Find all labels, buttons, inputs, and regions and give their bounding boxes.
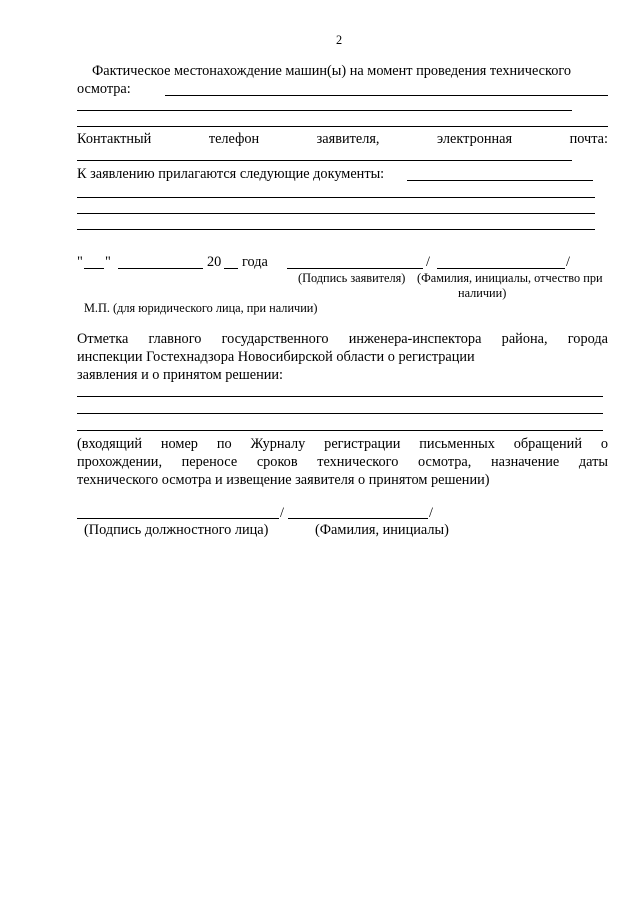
registration-caption-line1 bbox=[77, 436, 608, 452]
documents-field-line-4[interactable] bbox=[77, 229, 595, 230]
documents-label: К заявлению прилагаются следующие документы: bbox=[77, 166, 385, 182]
registration-word: даты bbox=[578, 454, 608, 470]
inspector-field-line-2[interactable] bbox=[77, 413, 603, 414]
registration-word: осмотра, bbox=[417, 454, 472, 470]
official-name-caption: (Фамилия, инициалы) bbox=[315, 522, 449, 538]
documents-field-line-1[interactable] bbox=[407, 180, 593, 181]
contact-word: электронная bbox=[437, 131, 513, 147]
year-prefix: 20 bbox=[207, 254, 222, 270]
day-close-quote: " bbox=[105, 254, 111, 270]
registration-caption-line3: технического осмотра и извещение заявителя о принятом решении) bbox=[77, 472, 490, 488]
inspector-word: города bbox=[567, 331, 608, 347]
contact-label bbox=[77, 131, 608, 147]
applicant-name-line[interactable] bbox=[437, 268, 565, 269]
official-slash-2: / bbox=[429, 505, 433, 521]
registration-word: письменных bbox=[419, 436, 495, 452]
day-field-line[interactable] bbox=[84, 268, 104, 269]
registration-word: назначение bbox=[490, 454, 560, 470]
applicant-signature-line[interactable] bbox=[287, 268, 423, 269]
applicant-name-caption-line2: наличии) bbox=[458, 286, 507, 300]
year-field-line[interactable] bbox=[224, 268, 238, 269]
contact-field-line[interactable] bbox=[77, 160, 572, 161]
location-label-line2: осмотра: bbox=[77, 81, 131, 97]
official-slash-1: / bbox=[280, 505, 284, 521]
registration-word: Журналу bbox=[250, 436, 306, 452]
applicant-signature-caption: (Подпись заявителя) bbox=[298, 271, 406, 285]
inspector-word: государственного bbox=[221, 331, 329, 347]
registration-word: по bbox=[216, 436, 232, 452]
inspector-word: Отметка bbox=[77, 331, 129, 347]
contact-word: телефон bbox=[208, 131, 260, 147]
inspector-word: главного bbox=[148, 331, 202, 347]
year-suffix: года bbox=[242, 254, 268, 270]
documents-field-line-3[interactable] bbox=[77, 213, 595, 214]
registration-word: переносе bbox=[181, 454, 238, 470]
contact-word: заявителя, bbox=[316, 131, 380, 147]
signature-slash-2: / bbox=[566, 254, 570, 270]
registration-word: технического bbox=[317, 454, 399, 470]
location-field-line-3[interactable] bbox=[77, 126, 608, 127]
registration-word: регистрации bbox=[324, 436, 401, 452]
day-open-quote: " bbox=[77, 254, 83, 270]
location-field-line-2[interactable] bbox=[77, 110, 572, 111]
inspector-note-line2: инспекции Гостехнадзора Новосибирской области о регистрации bbox=[77, 349, 475, 365]
stamp-note: М.П. (для юридического лица, при наличии) bbox=[84, 301, 318, 315]
registration-word: обращений bbox=[513, 436, 582, 452]
page-number: 2 bbox=[336, 33, 343, 47]
registration-word: сроков bbox=[256, 454, 298, 470]
official-signature-line[interactable] bbox=[77, 518, 279, 519]
inspector-field-line-1[interactable] bbox=[77, 396, 603, 397]
applicant-name-caption-line1: (Фамилия, инициалы, отчество при bbox=[417, 271, 603, 285]
registration-word: о bbox=[600, 436, 608, 452]
signature-slash-1: / bbox=[426, 254, 430, 270]
inspector-note-line3: заявления и о принятом решении: bbox=[77, 367, 284, 383]
documents-field-line-2[interactable] bbox=[77, 197, 595, 198]
official-name-line[interactable] bbox=[288, 518, 428, 519]
inspector-word: инженера-инспектора bbox=[348, 331, 482, 347]
registration-caption-line2 bbox=[77, 454, 608, 470]
registration-word: номер bbox=[160, 436, 198, 452]
official-signature-caption: (Подпись должностного лица) bbox=[84, 522, 269, 538]
registration-word: прохождении, bbox=[77, 454, 163, 470]
inspector-field-line-3[interactable] bbox=[77, 430, 603, 431]
location-label-line1: Фактическое местонахождение машин(ы) на момент проведения технического bbox=[92, 63, 572, 79]
inspector-note-line1 bbox=[77, 331, 608, 347]
contact-word: Контактный bbox=[77, 131, 152, 147]
contact-word: почта: bbox=[569, 131, 608, 147]
inspector-word: района, bbox=[501, 331, 548, 347]
registration-word: (входящий bbox=[77, 436, 143, 452]
location-field-line-1[interactable] bbox=[165, 95, 608, 96]
month-field-line[interactable] bbox=[118, 268, 203, 269]
